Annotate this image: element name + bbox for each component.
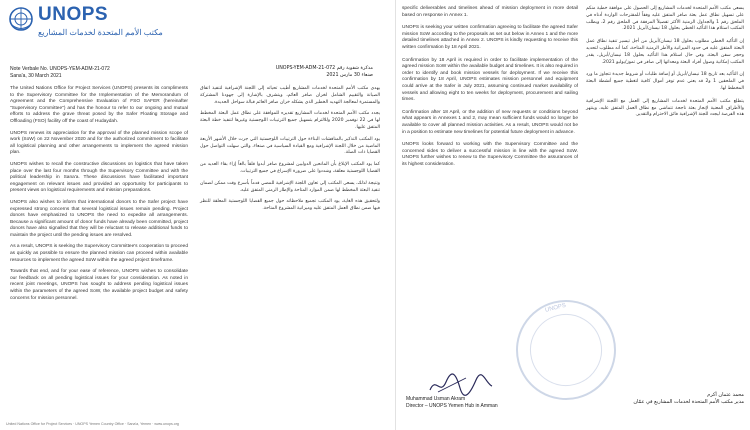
unops-logo — [8, 4, 218, 50]
english-column — [402, 6, 578, 174]
signatory-block-arabic — [616, 392, 744, 406]
brand-name-arabic: مكتب الأمم المتحدة لخدمات المشاريع — [38, 28, 163, 37]
reference-number: Note Verbale No. UNOPS-YEM-ADM-21-072 — [10, 66, 110, 72]
reference-block-arabic — [205, 66, 373, 80]
letter-page-2 — [395, 0, 750, 430]
paragraph: The United Nations Office for Project Services (UNOPS) presents its compliments to the Supervisory Committee for the Implementation of the Memorandum of Agreement and the Comprehensive Evaluation of FSO SAFER (hereinafter "Supervisory Committee") and has the honour to refer to our ongoing and mutual efforts to address the grave threat posed by the Safer Floating Storage and Offloading (FSO) facility off the coast of Hudaydah. — [10, 86, 188, 124]
paragraph-arabic: يود المكتب التذكير بالمناقشات البناءة حول الترتيبات اللوجستية التي جرت خلال الأشهر الأربعة الماضية من خلال اللجنة الإشرافية ومع القيادة السياسية في صنعاء، والتي سهلت التواصل حول القضايا ذات الصلة. — [200, 136, 380, 156]
paragraph-arabic: يهدي مكتب الأمم المتحدة لخدمات المشاريع أطيب تحياته إلى اللجنة الإشرافية لتنفيذ اتفاق الصيانة والتقييم الشامل لخزان صافر العائم، ويتشرف بالإشارة إلى جهودنا المشتركة والمستمرة لمعالجة التهديد الخطير الذي يشكله خزان صافر العائم قبالة سواحل الحديدة. — [200, 86, 380, 105]
paragraph-arabic: ونتيجة لذلك، يسعى المكتب إلى تعاون اللجنة الإشرافية للمضي قدماً بأسرع وقت ممكن لضمان تنفيذ البعثة المخطط لها ضمن الموارد المتاحة والإطار الزمني المتفق عليه. — [200, 180, 380, 193]
brand-name: UNOPS — [38, 4, 109, 25]
paragraph-arabic: يسعى مكتب الأمم المتحدة لخدمات المشاريع إلى الحصول على موافقة خطية منكم على تسهيل نطاق عمل بعثة صافر المتفق عليه وفقاً للمقترحات الواردة أدناه في الملحق رقم 1 والجداول الزمنية الأكثر تفصيلاً المرفقة في الملحق رقم 2، ويطلب المكتب استلام هذا التأكيد الخطي بحلول 18 نيسان/أبريل 2021. — [586, 6, 744, 32]
stamp-text: UNOPS — [544, 302, 567, 314]
letter-date: Sana'a, 30 March 2021 — [10, 72, 62, 79]
arabic-column — [586, 6, 744, 125]
paragraph: specific deliverables and timelines ahead of mission deployment in more detail based on response in Annex 1. — [402, 6, 578, 18]
signatory-name: Muhammad Usman Akram — [406, 396, 466, 402]
paragraph-arabic: ولتحقيق هذه الغاية، يود المكتب تجميع ملاحظاته حول جميع القضايا اللوجستية المعلقة للنظر فيها ضمن نطاق العمل المتفق عليه وميزانية المشروع المتاحة. — [200, 199, 380, 212]
paragraph: Confirmation by 18 April is required in order to facilitate implementation of the agreed mission SoW within the available budget and timelines. It is also required in order to identify and book mission vessels for deployment. If we receive this confirmation by 18 April, UNOPS estimates mission personnel and equipment could arrive at the Safer in July 2021, assuming continued market availability of vessels and allowing eight to ten weeks for deployment, procurement and sailing times. — [402, 57, 578, 103]
reference-block — [10, 66, 170, 80]
letter-date-arabic: صنعاء 30 مارس 2021 — [326, 72, 373, 78]
paragraph-arabic: إن التأكيد بعد تاريخ 18 نيسان/أبريل أو إضافة طلبات أو شروط جديدة تتجاوز ما ورد في الملحقين 1 و2 قد يعني عدم توفر أموال كافية لتغطية جميع أنشطة البعثة المخطط لها. — [586, 72, 744, 91]
paragraph-arabic: يجدد مكتب الأمم المتحدة لخدمات المشاريع تقديره للموافقة على نطاق عمل البعثة المخطط لها في 22 نوفمبر 2020 وللالتزام بتسهيل جميع الترتيبات اللوجستية وغيرها لتنفيذ خطة البعثة المتفق عليها. — [200, 111, 380, 130]
signatory-block — [406, 396, 576, 409]
english-column — [10, 86, 188, 307]
paragraph: UNOPS also wishes to inform that international donors to the Safer project have expressed strong concerns that several logistical issues remain pending. Project donors have emphasized to UNOPS the need to expedite all arrangements. Because a significant amount of donor funds have already been committed, project donors have also signalled that they will be reluctant to release additional funds to maintain the project until the pending issues are resolved. — [10, 199, 188, 238]
paragraph: UNOPS is seeking your written confirmation agreeing to facilitate the agreed Safer mission SoW according to the proposals as set out below in Annex 1 and the more detailed timelines attached in Annex 2. UNOPS is kindly requesting to receive this written confirmation by 18 April 2021. — [402, 25, 578, 50]
signatory-title-arabic: مدير مكتب الأمم المتحدة لخدمات المشاريع في عمّان — [633, 398, 744, 405]
stamp-inner-ring — [522, 306, 609, 393]
signatory-name-arabic: محمد عثمان أكرم — [707, 392, 744, 398]
paragraph: UNOPS wishes to recall the constructive discussions on logistics that have taken place over the last four months through the Supervisory Committee and with the political leadership in Sana'a. These discussions have facilitated important engagement on relevant issues and provided an opportunity for participants to present views on logistical requirements and mission preparations. — [10, 161, 188, 194]
arabic-column — [200, 86, 380, 218]
paragraph-arabic: كما يود المكتب الإبلاغ بأن المانحين الدوليين لمشروع صافر أبدوا قلقاً بالغاً إزاء بقاء العديد من القضايا اللوجستية معلقة، وشددوا على ضرورة الإسراع في جميع الترتيبات. — [200, 162, 380, 174]
paragraph: UNOPS looks forward to working with the Supervisory Committee and the concerned sides to deliver a successful mission in line with the agreed SoW. UNOPS further wishes to renew to the Supervisory Committee the assurances of its highest consideration. — [402, 142, 578, 167]
page-footer: United Nations Office for Project Services · UNOPS Yemen Country Office · Sana'a, Yemen · www.unops.org — [6, 422, 179, 426]
paragraph: Confirmation after 18 April, or the addition of new requests or conditions beyond what appears in Annexes 1 and 2, may mean sufficient funds would no longer be available to cover all planned mission activities. As a result, UNOPS would not be in a position to estimate new timelines for potential future deployment in advance. — [402, 109, 578, 135]
un-emblem-icon — [8, 6, 34, 32]
reference-number-arabic: مذكرة شفوية رقم UNOPS-YEM-ADM-21-072 — [275, 66, 373, 71]
paragraph-arabic: إن التأكيد الخطي مطلوب بحلول 18 نيسان/أبريل من أجل تيسير تنفيذ نطاق عمل البعثة المتفق عليه في حدود الميزانية والأطر الزمنية المتاحة، كما أنه مطلوب لتحديد وحجز سفن البعثة. وفي حال استلام هذا التأكيد بحلول 18 نيسان/أبريل، يقدر المكتب إمكانية وصول أفراد البعثة ومعداتها إلى صافر في تموز/يوليو 2021. — [586, 39, 745, 65]
paragraph-arabic: يتطلع مكتب الأمم المتحدة لخدمات المشاريع إلى العمل مع اللجنة الإشرافية والأطراف المعنية لإنجاز بعثة ناجحة تتماشى مع نطاق العمل المتفق عليه، وينتهز هذه الفرصة ليجدد للجنة الإشرافية فائق الاحترام والتقدير. — [586, 98, 744, 118]
paragraph: As a result, UNOPS is seeking the Supervisory Committee's cooperation to proceed as quickly as possible to ensure the planned mission can proceed within available resources to implement the agreed SoW within the agreed project timeframe. — [10, 244, 188, 263]
signatory-title: Director – UNOPS Yemen Hub in Amman — [406, 402, 498, 409]
handwritten-signature — [426, 372, 496, 398]
paragraph: Towards that end, and for your ease of reference, UNOPS wishes to consolidate our feedback on all pending logistical issues for your consideration. As noted in recent joint meetings, UNOPS has sought to address pending logistical issues within the parameters of the agreed SoW, the available project budget and safety concerns for mission personnel. — [10, 269, 188, 301]
paragraph: UNOPS renews its appreciation for the approval of the planned mission scope of work (SoW) on 22 November 2020 and for the authorized commitment to facilitate all logistical planning and other arrangements to implement the agreed mission plan. — [10, 130, 188, 156]
official-stamp — [505, 289, 626, 410]
